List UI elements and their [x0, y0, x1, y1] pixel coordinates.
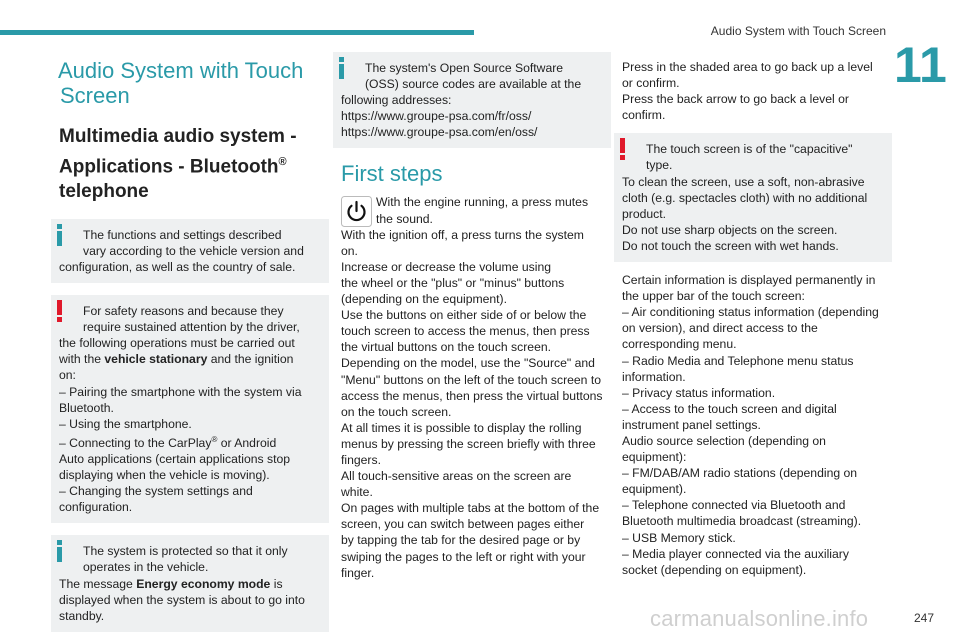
- body-text-line: equipment):: [622, 450, 687, 465]
- section-heading: Multimedia audio system - Applications - Bluetooth® telephone: [59, 126, 297, 203]
- body-text-line: by tapping the tab for the desired page or by: [341, 533, 581, 548]
- body-text-line: – USB Memory stick.: [622, 530, 736, 545]
- body-text-line: information.: [622, 369, 686, 384]
- body-text-line: menus by pressing the screen briefly with three: [341, 436, 596, 451]
- body-text-line: Press in the shaded area to go back up a level: [622, 60, 873, 74]
- touch-screen-warning: The touch screen is of the "capacitive" type. To clean the screen, use a soft, non-abrasive cloth (e.g. spectacles cloth) with no additional product. Do not use sharp objects on the screen. Do not touch the screen with wet hands.: [614, 133, 892, 262]
- body-text-line: touch screen to access the menus, then press: [341, 324, 590, 339]
- body-text-line: the wheel or the "plus" or "minus" buttons: [341, 275, 565, 290]
- body-text-line: or confirm.: [622, 76, 680, 91]
- body-text-line: finger.: [341, 565, 375, 580]
- body-text-line: – Access to the touch screen and digital: [622, 401, 837, 416]
- body-text-line: Depending on the model, use the "Source" and: [341, 356, 595, 371]
- info-note-2: The system is protected so that it only operates in the vehicle. The message Energy economy mode is displayed when the system is about to go into standby.: [51, 535, 329, 631]
- column-3: [622, 52, 884, 578]
- body-text-line: – Radio Media and Telephone menu status: [622, 353, 854, 368]
- body-text-line: Certain information is displayed permanently in: [622, 273, 876, 288]
- body-text-line: Bluetooth multimedia broadcast (streaming).: [622, 514, 862, 529]
- body-text-line: – Privacy status information.: [622, 385, 776, 400]
- body-text-line: fingers.: [341, 452, 381, 467]
- body-text-line: socket (depending on equipment).: [622, 562, 807, 577]
- body-text-line: the virtual buttons on the touch screen.: [341, 340, 552, 355]
- body-text-line: Press the back arrow to go back a level or: [622, 92, 849, 107]
- body-text-line: instrument panel settings.: [622, 417, 761, 432]
- oss-info-note: The system's Open Source Software (OSS) source codes are available at the following addresses: https://www.groupe-psa.com/fr/oss/ https://www.groupe-psa.com/en/oss/: [333, 52, 611, 148]
- body-text-line: (depending on the equipment).: [341, 292, 508, 307]
- first-steps-body: [341, 227, 603, 581]
- body-text-line: screen, you can switch between pages either: [341, 517, 585, 532]
- body-text-line: Audio source selection (depending on: [622, 433, 826, 448]
- header-accent-bar: [0, 30, 474, 35]
- column-1: [59, 52, 321, 644]
- body-text-line: Use the buttons on either side of or below the: [341, 308, 587, 323]
- body-text-line: corresponding menu.: [622, 337, 737, 352]
- body-text-line: the upper bar of the touch screen:: [622, 289, 805, 304]
- body-text-line: white.: [341, 485, 373, 500]
- page-title-line2: Screen: [60, 83, 130, 108]
- body-text-line: – Telephone connected via Bluetooth and: [622, 498, 846, 513]
- warning-note-1: For safety reasons and because they require sustained attention by the driver, the following operations must be carried out with the vehicle stationary and the ignition on: – Pairing the smartphone with the system via Bluetooth. – Using the smartphone. – Connecting to the CarPlay® or Android Auto applications (certain applications stop displaying when the vehicle is moving). – Changing the system settings and configuration.: [51, 295, 329, 523]
- power-instruction: With the engine running, a press mutes the sound.: [341, 194, 603, 226]
- body-text-line: swiping the pages to the left or right with your: [341, 549, 586, 564]
- info-note-1: The functions and settings described vary according to the vehicle version and configuration, as well as the country of sale.: [51, 219, 329, 283]
- oss-link-fr: https://www.groupe-psa.com/fr/oss/: [341, 109, 532, 124]
- body-text-line: All touch-sensitive areas on the screen are: [341, 469, 572, 484]
- first-steps-heading: First steps: [341, 161, 443, 187]
- oss-link-en: https://www.groupe-psa.com/en/oss/: [341, 125, 538, 140]
- body-text-line: on the touch screen.: [341, 404, 452, 419]
- upper-bar-information: [622, 272, 884, 578]
- body-text-line: – Air conditioning status information (depending: [622, 305, 879, 320]
- watermark: carmanualsonline.info: [650, 606, 869, 631]
- body-text-line: equipment).: [622, 482, 687, 497]
- body-text-line: – FM/DAB/AM radio stations (depending on: [622, 466, 858, 481]
- page-number: 247: [913, 611, 934, 625]
- running-title: Audio System with Touch Screen: [710, 24, 886, 38]
- body-text-line: on version), and direct access to the: [622, 321, 818, 336]
- body-text-line: At all times it is possible to display the rolling: [341, 420, 582, 435]
- page-title: [58, 58, 321, 108]
- body-text-line: Increase or decrease the volume using: [341, 259, 552, 274]
- body-text-line: access the menus, then press the virtual buttons: [341, 388, 603, 403]
- body-text-line: With the ignition off, a press turns the system on.: [341, 227, 584, 258]
- power-button-icon: [341, 196, 372, 227]
- body-text-line: confirm.: [622, 108, 666, 123]
- page-title-line1: Audio System with Touch: [58, 58, 304, 83]
- body-text-line: "Menu" buttons on the left of the touch screen to: [341, 372, 602, 387]
- navigation-instructions: [622, 59, 884, 123]
- body-text-line: On pages with multiple tabs at the bottom of the: [341, 501, 600, 516]
- body-text-line: – Media player connected via the auxiliary: [622, 546, 849, 561]
- chapter-number: 11: [894, 37, 947, 93]
- column-2: [341, 52, 603, 581]
